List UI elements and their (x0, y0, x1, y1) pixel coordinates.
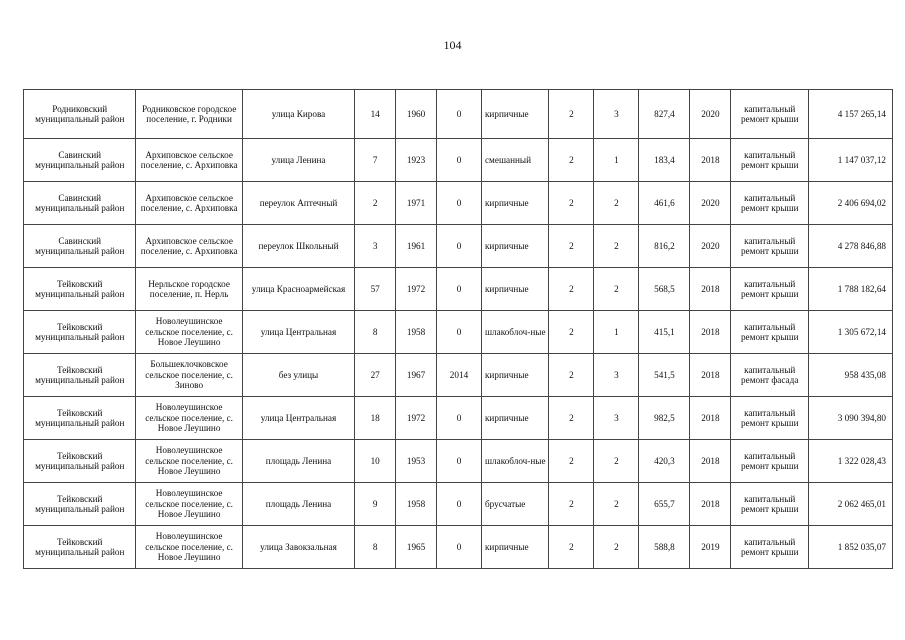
cell-municipal-district: Тейковский муниципальный район (24, 440, 136, 483)
cell-settlement: Большеклочковское сельское поселение, с. Зиново (136, 354, 242, 397)
cell-year-built: 1961 (396, 225, 437, 268)
cell-wall-material: шлакоблоч-ные (481, 311, 548, 354)
cell-year-reconstructed: 0 (437, 526, 482, 569)
cell-year-built: 1972 (396, 397, 437, 440)
cell-municipal-district: Савинский муниципальный район (24, 225, 136, 268)
cell-year-reconstructed: 0 (437, 225, 482, 268)
cell-house-number: 8 (355, 311, 396, 354)
cell-total-area: 461,6 (639, 182, 690, 225)
cell-municipal-district: Тейковский муниципальный район (24, 397, 136, 440)
cell-floors: 2 (549, 268, 594, 311)
cell-work-type: капитальный ремонт крыши (731, 225, 809, 268)
cell-house-number: 27 (355, 354, 396, 397)
cell-work-type: капитальный ремонт крыши (731, 182, 809, 225)
cell-year-reconstructed: 0 (437, 397, 482, 440)
cell-floors: 2 (549, 354, 594, 397)
table-row (24, 90, 893, 139)
cell-year-reconstructed: 0 (437, 268, 482, 311)
cell-floors: 2 (549, 440, 594, 483)
cell-year-built: 1960 (396, 90, 437, 139)
cell-repair-year: 2018 (690, 311, 731, 354)
cell-cost: 4 278 846,88 (809, 225, 893, 268)
cell-house-number: 10 (355, 440, 396, 483)
cell-year-built: 1971 (396, 182, 437, 225)
cell-entrances: 3 (594, 354, 639, 397)
cell-street: переулок Аптечный (242, 182, 354, 225)
cell-house-number: 14 (355, 90, 396, 139)
cell-repair-year: 2018 (690, 440, 731, 483)
cell-total-area: 655,7 (639, 483, 690, 526)
cell-total-area: 816,2 (639, 225, 690, 268)
cell-year-built: 1965 (396, 526, 437, 569)
cell-total-area: 588,8 (639, 526, 690, 569)
cell-year-built: 1967 (396, 354, 437, 397)
cell-municipal-district: Тейковский муниципальный район (24, 354, 136, 397)
cell-repair-year: 2020 (690, 225, 731, 268)
cell-work-type: капитальный ремонт крыши (731, 526, 809, 569)
cell-total-area: 541,5 (639, 354, 690, 397)
table-row (24, 526, 893, 569)
cell-house-number: 18 (355, 397, 396, 440)
cell-repair-year: 2018 (690, 397, 731, 440)
page-number: 104 (443, 38, 462, 52)
cell-wall-material: кирпичные (481, 182, 548, 225)
cell-entrances: 2 (594, 182, 639, 225)
table-row (24, 139, 893, 182)
cell-repair-year: 2020 (690, 90, 731, 139)
cell-repair-year: 2018 (690, 139, 731, 182)
cell-municipal-district: Тейковский муниципальный район (24, 268, 136, 311)
cell-entrances: 2 (594, 483, 639, 526)
cell-wall-material: кирпичные (481, 397, 548, 440)
cell-repair-year: 2018 (690, 354, 731, 397)
cell-cost: 4 157 265,14 (809, 90, 893, 139)
cell-year-built: 1958 (396, 311, 437, 354)
cell-municipal-district: Савинский муниципальный район (24, 182, 136, 225)
cell-municipal-district: Родниковский муниципальный район (24, 90, 136, 139)
table-body (24, 90, 893, 569)
cell-total-area: 982,5 (639, 397, 690, 440)
cell-house-number: 57 (355, 268, 396, 311)
cell-settlement: Нерльское городское поселение, п. Нерль (136, 268, 242, 311)
cell-work-type: капитальный ремонт крыши (731, 440, 809, 483)
cell-work-type: капитальный ремонт фасада (731, 354, 809, 397)
cell-wall-material: шлакоблоч-ные (481, 440, 548, 483)
cell-floors: 2 (549, 483, 594, 526)
cell-year-built: 1972 (396, 268, 437, 311)
cell-street: улица Красноармейская (242, 268, 354, 311)
cell-cost: 1 788 182,64 (809, 268, 893, 311)
cell-cost: 1 322 028,43 (809, 440, 893, 483)
cell-street: улица Завокзальная (242, 526, 354, 569)
table-row (24, 354, 893, 397)
cell-house-number: 7 (355, 139, 396, 182)
cell-house-number: 3 (355, 225, 396, 268)
cell-entrances: 2 (594, 440, 639, 483)
cell-total-area: 415,1 (639, 311, 690, 354)
cell-work-type: капитальный ремонт крыши (731, 90, 809, 139)
cell-floors: 2 (549, 90, 594, 139)
cell-wall-material: кирпичные (481, 526, 548, 569)
cell-entrances: 2 (594, 526, 639, 569)
cell-total-area: 827,4 (639, 90, 690, 139)
cell-year-reconstructed: 0 (437, 90, 482, 139)
cell-year-built: 1958 (396, 483, 437, 526)
cell-cost: 3 090 394,80 (809, 397, 893, 440)
cell-entrances: 2 (594, 268, 639, 311)
cell-year-reconstructed: 0 (437, 182, 482, 225)
cell-year-reconstructed: 0 (437, 139, 482, 182)
cell-floors: 2 (549, 139, 594, 182)
cell-wall-material: кирпичные (481, 268, 548, 311)
cell-total-area: 420,3 (639, 440, 690, 483)
table-row (24, 483, 893, 526)
cell-work-type: капитальный ремонт крыши (731, 397, 809, 440)
cell-floors: 2 (549, 397, 594, 440)
cell-street: улица Центральная (242, 397, 354, 440)
cell-year-reconstructed: 0 (437, 440, 482, 483)
cell-entrances: 3 (594, 397, 639, 440)
cell-street: улица Ленина (242, 139, 354, 182)
repair-program-table (23, 89, 893, 569)
cell-floors: 2 (549, 311, 594, 354)
cell-repair-year: 2018 (690, 268, 731, 311)
cell-floors: 2 (549, 526, 594, 569)
cell-street: без улицы (242, 354, 354, 397)
table-row (24, 311, 893, 354)
cell-settlement: Новолеушинское сельское поселение, с. Новое Леушино (136, 311, 242, 354)
cell-cost: 1 305 672,14 (809, 311, 893, 354)
cell-settlement: Родниковское городское поселение, г. Родники (136, 90, 242, 139)
cell-street: площадь Ленина (242, 440, 354, 483)
cell-wall-material: брусчатые (481, 483, 548, 526)
cell-settlement: Архиповское сельское поселение, с. Архиповка (136, 225, 242, 268)
cell-year-built: 1923 (396, 139, 437, 182)
cell-total-area: 568,5 (639, 268, 690, 311)
cell-year-reconstructed: 0 (437, 483, 482, 526)
cell-house-number: 2 (355, 182, 396, 225)
cell-settlement: Новолеушинское сельское поселение, с. Новое Леушино (136, 526, 242, 569)
table-row (24, 440, 893, 483)
cell-settlement: Архиповское сельское поселение, с. Архиповка (136, 139, 242, 182)
table-row (24, 397, 893, 440)
cell-settlement: Новолеушинское сельское поселение, с. Новое Леушино (136, 483, 242, 526)
cell-cost: 1 852 035,07 (809, 526, 893, 569)
cell-floors: 2 (549, 182, 594, 225)
cell-cost: 1 147 037,12 (809, 139, 893, 182)
cell-entrances: 1 (594, 139, 639, 182)
cell-street: площадь Ленина (242, 483, 354, 526)
table-row (24, 182, 893, 225)
cell-settlement: Новолеушинское сельское поселение, с. Новое Леушино (136, 397, 242, 440)
cell-cost: 2 406 694,02 (809, 182, 893, 225)
cell-settlement: Архиповское сельское поселение, с. Архиповка (136, 182, 242, 225)
cell-wall-material: кирпичные (481, 90, 548, 139)
cell-work-type: капитальный ремонт крыши (731, 139, 809, 182)
cell-cost: 958 435,08 (809, 354, 893, 397)
cell-wall-material: кирпичные (481, 225, 548, 268)
cell-street: улица Центральная (242, 311, 354, 354)
cell-municipal-district: Тейковский муниципальный район (24, 311, 136, 354)
cell-municipal-district: Тейковский муниципальный район (24, 483, 136, 526)
cell-wall-material: кирпичные (481, 354, 548, 397)
cell-street: улица Кирова (242, 90, 354, 139)
cell-year-reconstructed: 0 (437, 311, 482, 354)
cell-repair-year: 2019 (690, 526, 731, 569)
cell-year-built: 1953 (396, 440, 437, 483)
cell-cost: 2 062 465,01 (809, 483, 893, 526)
cell-entrances: 1 (594, 311, 639, 354)
cell-house-number: 8 (355, 526, 396, 569)
cell-entrances: 3 (594, 90, 639, 139)
cell-work-type: капитальный ремонт крыши (731, 311, 809, 354)
cell-wall-material: смешанный (481, 139, 548, 182)
cell-work-type: капитальный ремонт крыши (731, 268, 809, 311)
table-row (24, 225, 893, 268)
cell-street: переулок Школьный (242, 225, 354, 268)
cell-settlement: Новолеушинское сельское поселение, с. Новое Леушино (136, 440, 242, 483)
cell-work-type: капитальный ремонт крыши (731, 483, 809, 526)
table-row (24, 268, 893, 311)
cell-repair-year: 2020 (690, 182, 731, 225)
cell-floors: 2 (549, 225, 594, 268)
cell-municipal-district: Тейковский муниципальный район (24, 526, 136, 569)
cell-repair-year: 2018 (690, 483, 731, 526)
cell-year-reconstructed: 2014 (437, 354, 482, 397)
cell-house-number: 9 (355, 483, 396, 526)
cell-municipal-district: Савинский муниципальный район (24, 139, 136, 182)
cell-entrances: 2 (594, 225, 639, 268)
cell-total-area: 183,4 (639, 139, 690, 182)
